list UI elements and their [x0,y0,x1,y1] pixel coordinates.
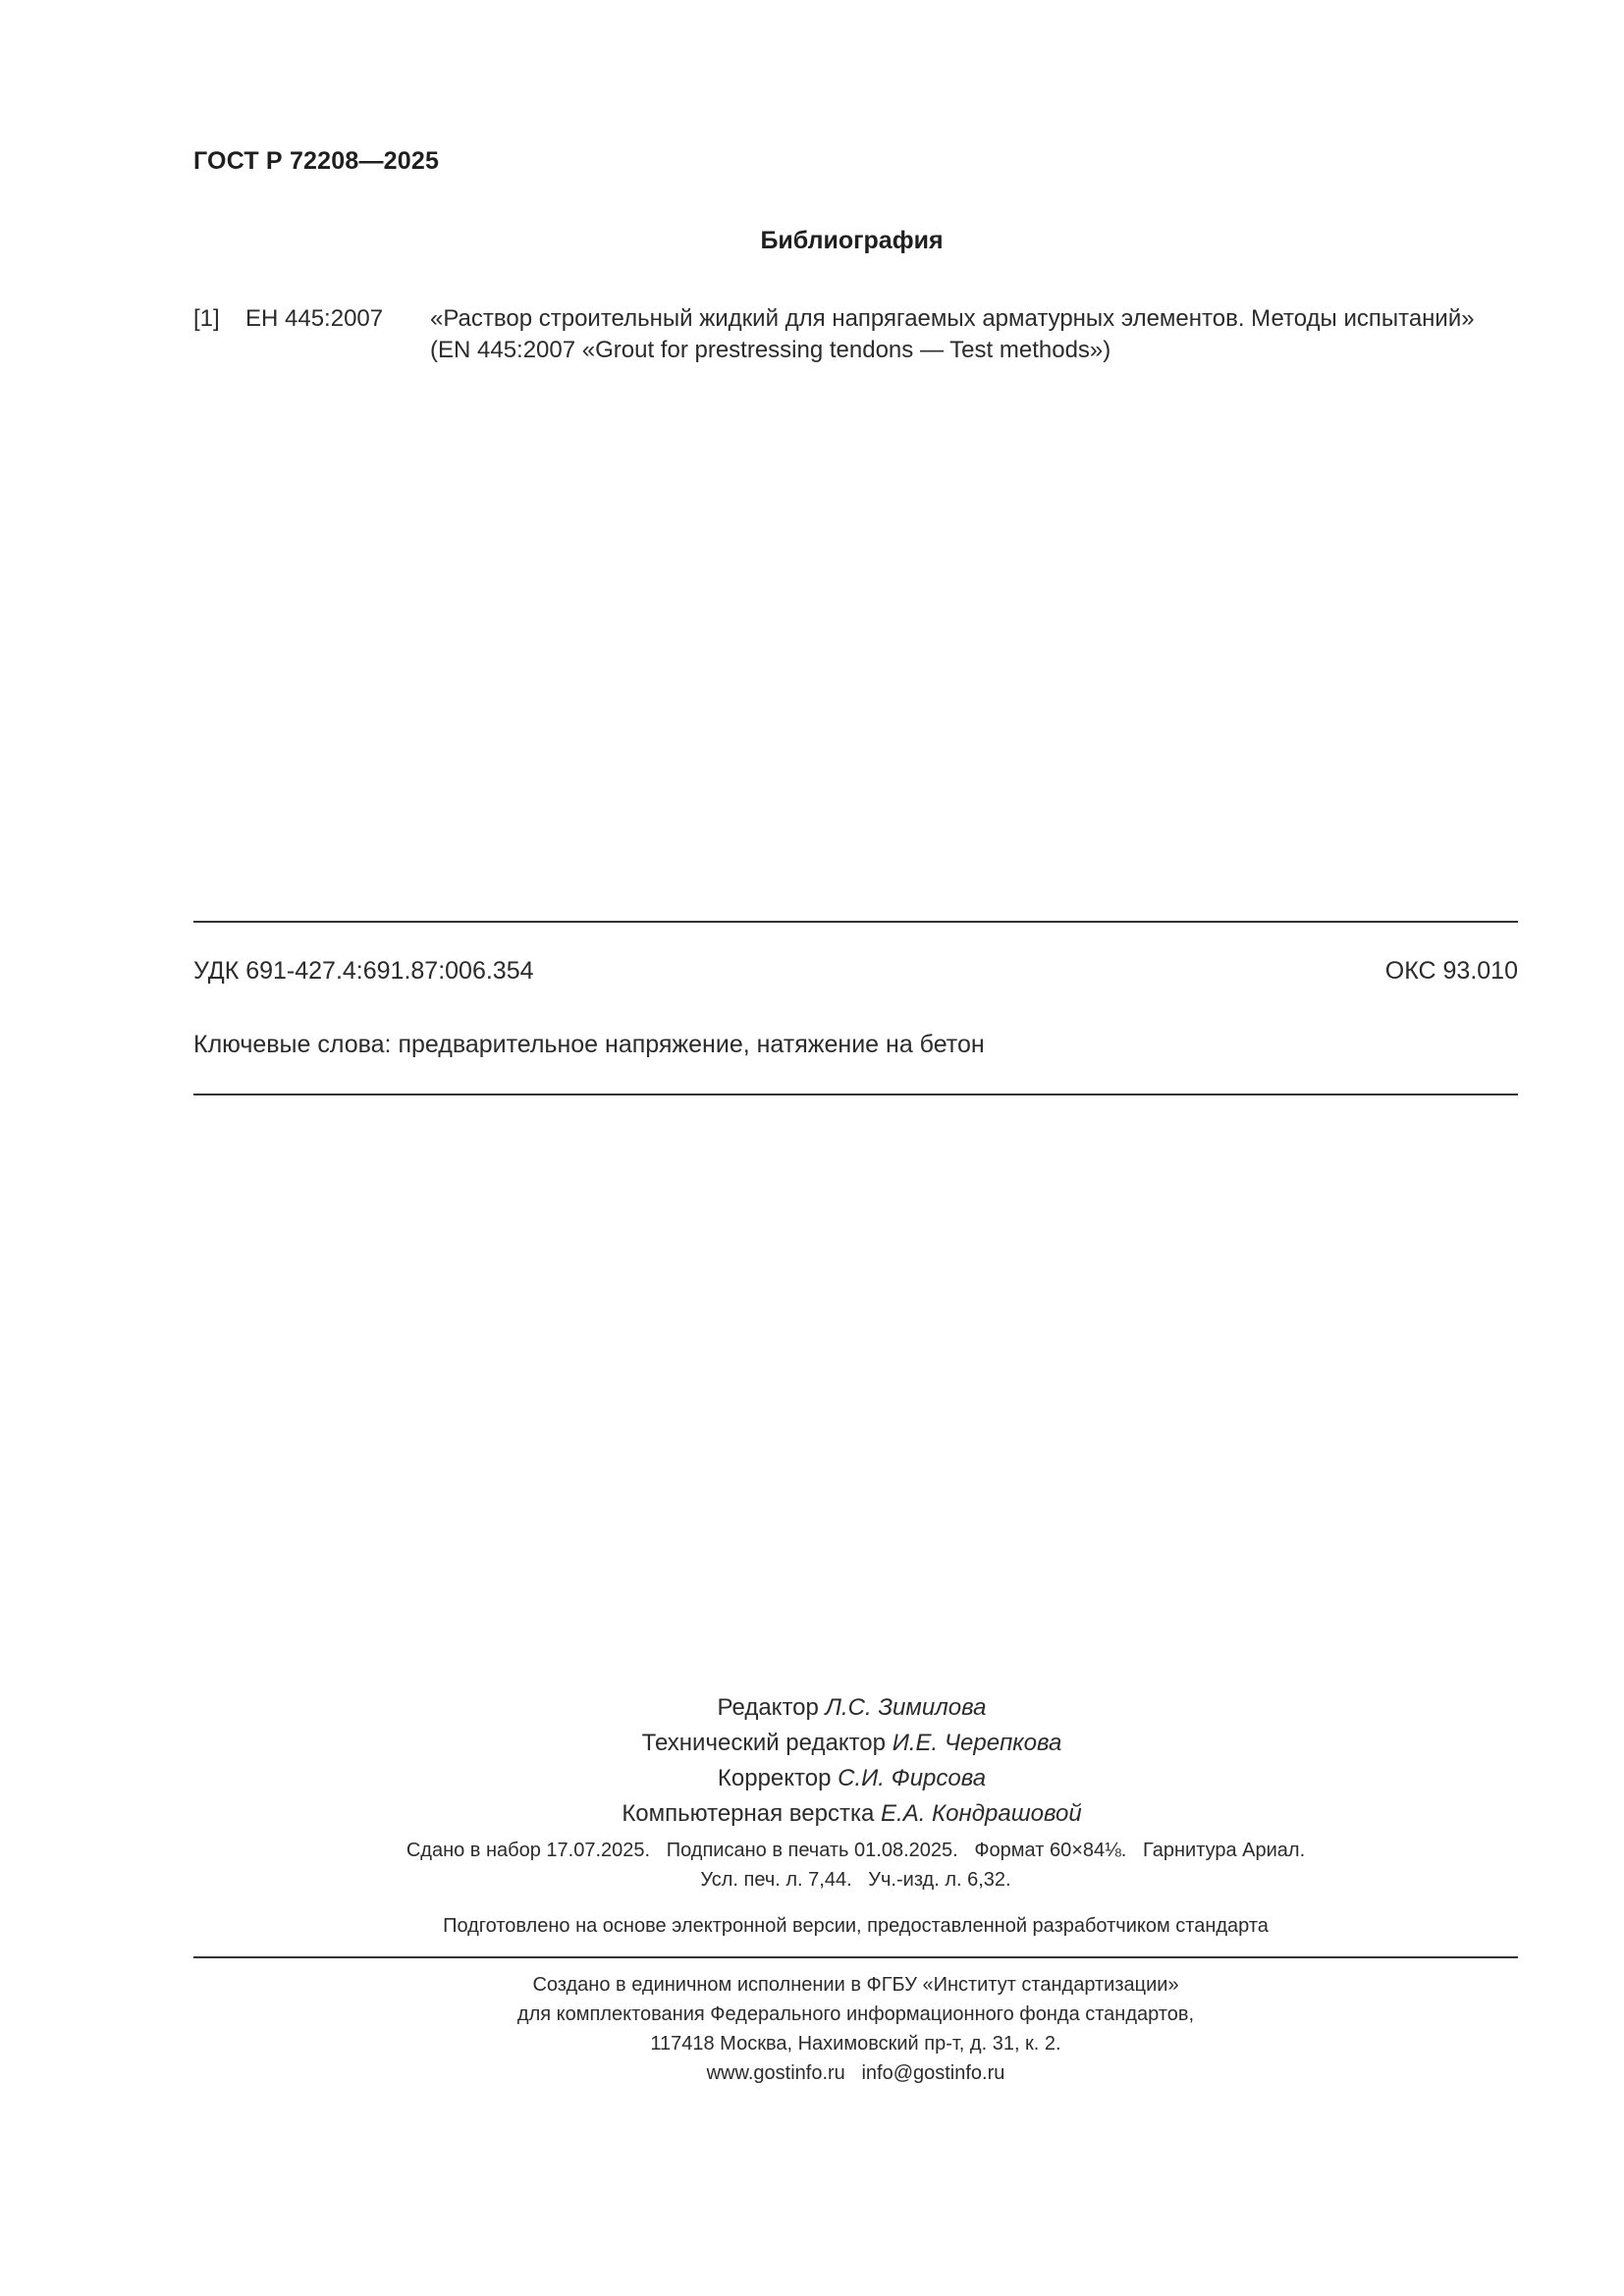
credit-editor-name: Л.С. Зимилова [825,1694,987,1721]
credit-editor-role: Редактор [717,1694,819,1721]
prepared-note: Подготовлено на основе электронной версии, предоставленной разработчиком стандарта [443,1915,1269,1937]
udk-code: УДК 691-427.4:691.87:006.354 [193,957,534,985]
divider-bottom [193,1956,1518,1958]
publisher-footer-line-1: Создано в единичном исполнении в ФГБУ «Институт стандартизации» [532,1974,1179,1996]
credit-corrector-role: Корректор [717,1765,832,1791]
keywords: Ключевые слова: предварительное напряжение, натяжение на бетон [193,1031,985,1058]
credit-editor [0,1690,1624,1726]
credit-layout [0,1796,1624,1832]
credit-layout-role: Компьютерная верстка [622,1800,875,1827]
bibliography-entry-text [430,303,1540,366]
publisher-footer-line-3: 117418 Москва, Нахимовский пр-т, д. 31, к. 2. [650,2033,1061,2055]
publisher-footer-contacts: www.gostinfo.ru info@gostinfo.ru [706,2062,1005,2084]
publication-info-line-1: Сдано в набор 17.07.2025. Подписано в печать 01.08.2025. Формат 60×84⅛. Гарнитура Ариал. [406,1840,1306,1861]
editorial-credits [0,1690,1624,1832]
credit-tech-editor [0,1726,1624,1761]
oks-code: ОКС 93.010 [1384,957,1518,985]
bibliography-entry-code: ЕН 445:2007 [245,305,384,332]
document-code: ГОСТ Р 72208—2025 [193,147,440,175]
publisher-footer [0,1970,1624,2088]
divider-middle [193,1094,1518,1095]
bibliography-title: Библиография [760,227,944,254]
publication-info [0,1836,1624,1895]
divider-top [193,921,1518,923]
credit-tech-editor-name: И.Е. Черепкова [892,1730,1062,1756]
bibliography-entry-title-en: (EN 445:2007 «Grout for prestressing tendons — Test methods») [430,337,1111,363]
bibliography-entry-title-ru: «Раствор строительный жидкий для напрягаемых арматурных элементов. Методы испытаний» [430,305,1475,332]
publication-info-line-2: Усл. печ. л. 7,44. Уч.-изд. л. 6,32. [700,1869,1011,1891]
credit-layout-name: Е.А. Кондрашовой [881,1800,1082,1827]
credit-corrector [0,1761,1624,1796]
bibliography-entry-number: [1] [193,305,220,332]
credit-tech-editor-role: Технический редактор [641,1730,887,1756]
credit-corrector-name: С.И. Фирсова [838,1765,987,1791]
publisher-footer-line-2: для комплектования Федерального информационного фонда стандартов, [516,2003,1195,2025]
